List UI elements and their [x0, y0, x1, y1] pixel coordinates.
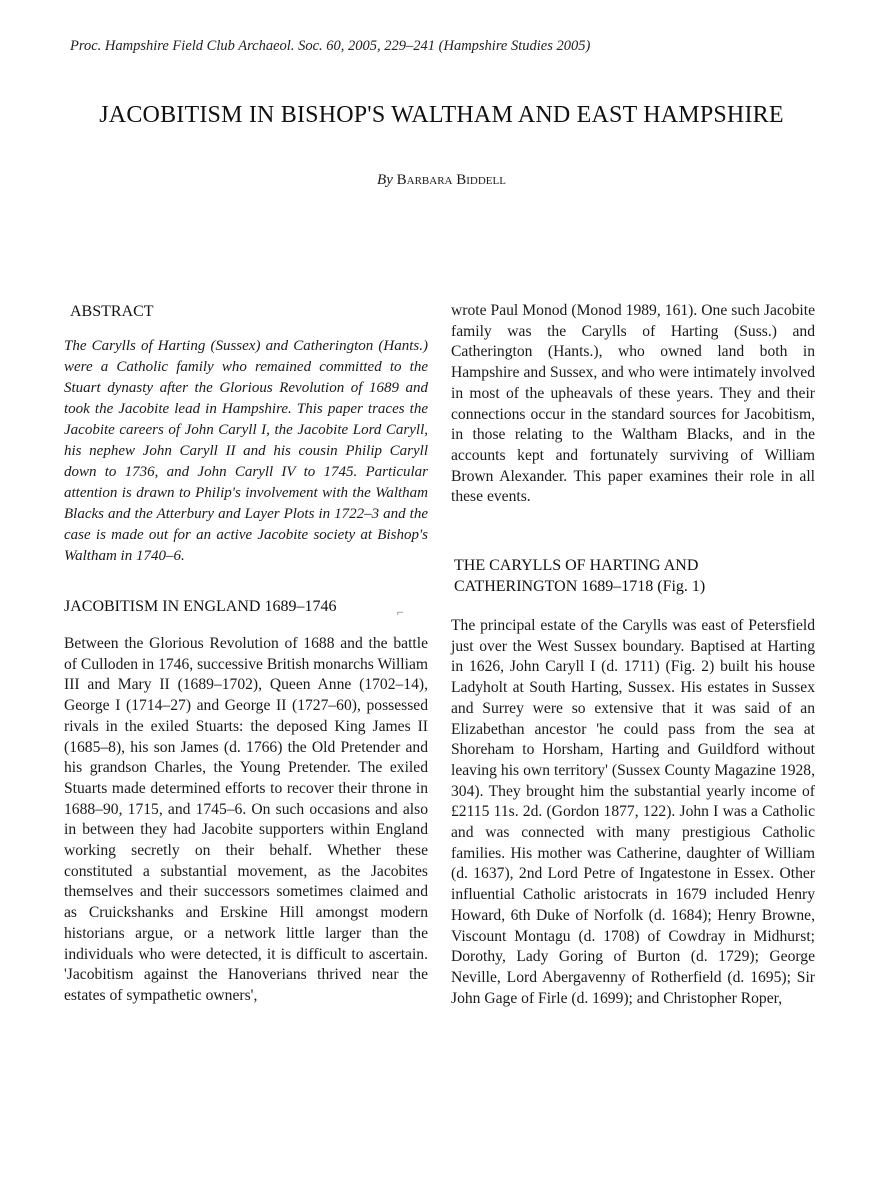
byline-prefix: By [377, 172, 393, 188]
section-heading-jacobitism-england: JACOBITISM IN ENGLAND 1689–1746 [64, 598, 337, 615]
body-paragraph: Between the Glorious Revolution of 1688 and the battle of Culloden in 1746, successive British monarchs William III and Mary II (1689–1702), Queen Anne (1702–14), George I (1714–27) and George II (1727–60), possessed rivals in the exiled Stuarts: the deposed King James II (1685–8), his son James (d. 1766) the Old Pretender and his grandson Charles, the Young Pretender. The exiled Stuarts made determined efforts to recover their throne in 1688–90, 1715, and 1745–6. On such occasions and also in between they had Jacobite supporters within England working secretly on their behalf. Whether these constituted a substantial movement, as the Jacobites themselves and their successors sometimes claimed and as Cruickshanks and Erskine Hill amongst modern historians argue, or a network little larger than the individuals who were detected, it is difficult to ascertain. 'Jacobitism against the Hanoverians thrived near the estates of sympathetic owners', [64, 635, 428, 1004]
abstract-paragraph: The Carylls of Harting (Sussex) and Catherington (Hants.) were a Catholic family who remained committed to the Stuart dynasty after the Glorious Revolution of 1689 and took the Jacobite lead in Hampshire. This paper traces the Jacobite careers of John Caryll I, the Jacobite Lord Caryll, his nephew John Caryll II and his cousin Philip Caryll down to 1736, and John Caryll IV to 1745. Particular attention is drawn to Philip's involvement with the Waltham Blacks and the Atterbury and Layer Plots in 1722–3 and the case is made out for an active Jacobite society at Bishop's Waltham in 1740–6. [64, 338, 428, 564]
right-column-intro [451, 301, 815, 508]
section-carylls-body [451, 616, 815, 1009]
section-heading-carylls-line2: CATHERINGTON 1689–1718 (Fig. 1) [454, 578, 706, 595]
journal-citation: Proc. Hampshire Field Club Archaeol. Soc. 60, 2005, 229–241 (Hampshire Studies 2005) [70, 38, 591, 54]
author-name: Barbara Biddell [396, 172, 506, 188]
body-paragraph: wrote Paul Monod (Monod 1989, 161). One such Jacobite family was the Carylls of Harting (Suss.) and Catherington (Hants.), who owned land both in Hampshire and Sussex, and who were intimately involved in most of the upheavals of these years. They and their connections occur in the standard sources for Jacobitism, in those relating to the Waltham Blacks, and in the accounts kept and fortunately surviving of William Brown Alexander. This paper examines their role in all these events. [451, 302, 815, 506]
byline [0, 172, 883, 189]
section-heading-carylls-line1: THE CARYLLS OF HARTING AND [454, 557, 699, 574]
body-paragraph: The principal estate of the Carylls was east of Petersfield just over the West Sussex boundary. Baptised at Harting in 1626, John Caryll I (d. 1711) (Fig. 2) built his house Ladyholt at South Harting, Sussex. His estates in Sussex and Surrey were so extensive that it was said of an Elizabethan ancestor 'he could pass from the sea at Shoreham to Horsham, Harting and Guildford without leaving his own territory' (Sussex County Magazine 1928, 304). They brought him the substantial yearly income of £2115 11s. 2d. (Gordon 1877, 122). John I was a Catholic and was connected with many prestigious Catholic families. His mother was Catherine, daughter of William (d. 1637), 2nd Lord Petre of Ingatestone in Essex. Other influential Catholic aristocrats in 1679 included Henry Howard, 6th Duke of Norfolk (d. 1684); Henry Browne, Viscount Montagu (d. 1708) of Cowdray in Midhurst; Dorothy, Lady Goring of Burton (d. 1729); George Neville, Lord Abergavenny of Rotherfield (d. 1695); Sir John Gage of Firle (d. 1699); and Christopher Roper, [451, 617, 815, 1007]
abstract-text [64, 336, 428, 567]
margin-mark: ⌐ [397, 605, 404, 619]
abstract-heading: ABSTRACT [70, 303, 154, 320]
section-jacobitism-england-body [64, 634, 428, 1007]
article-title: JACOBITISM IN BISHOP'S WALTHAM AND EAST HAMPSHIRE [99, 102, 784, 128]
